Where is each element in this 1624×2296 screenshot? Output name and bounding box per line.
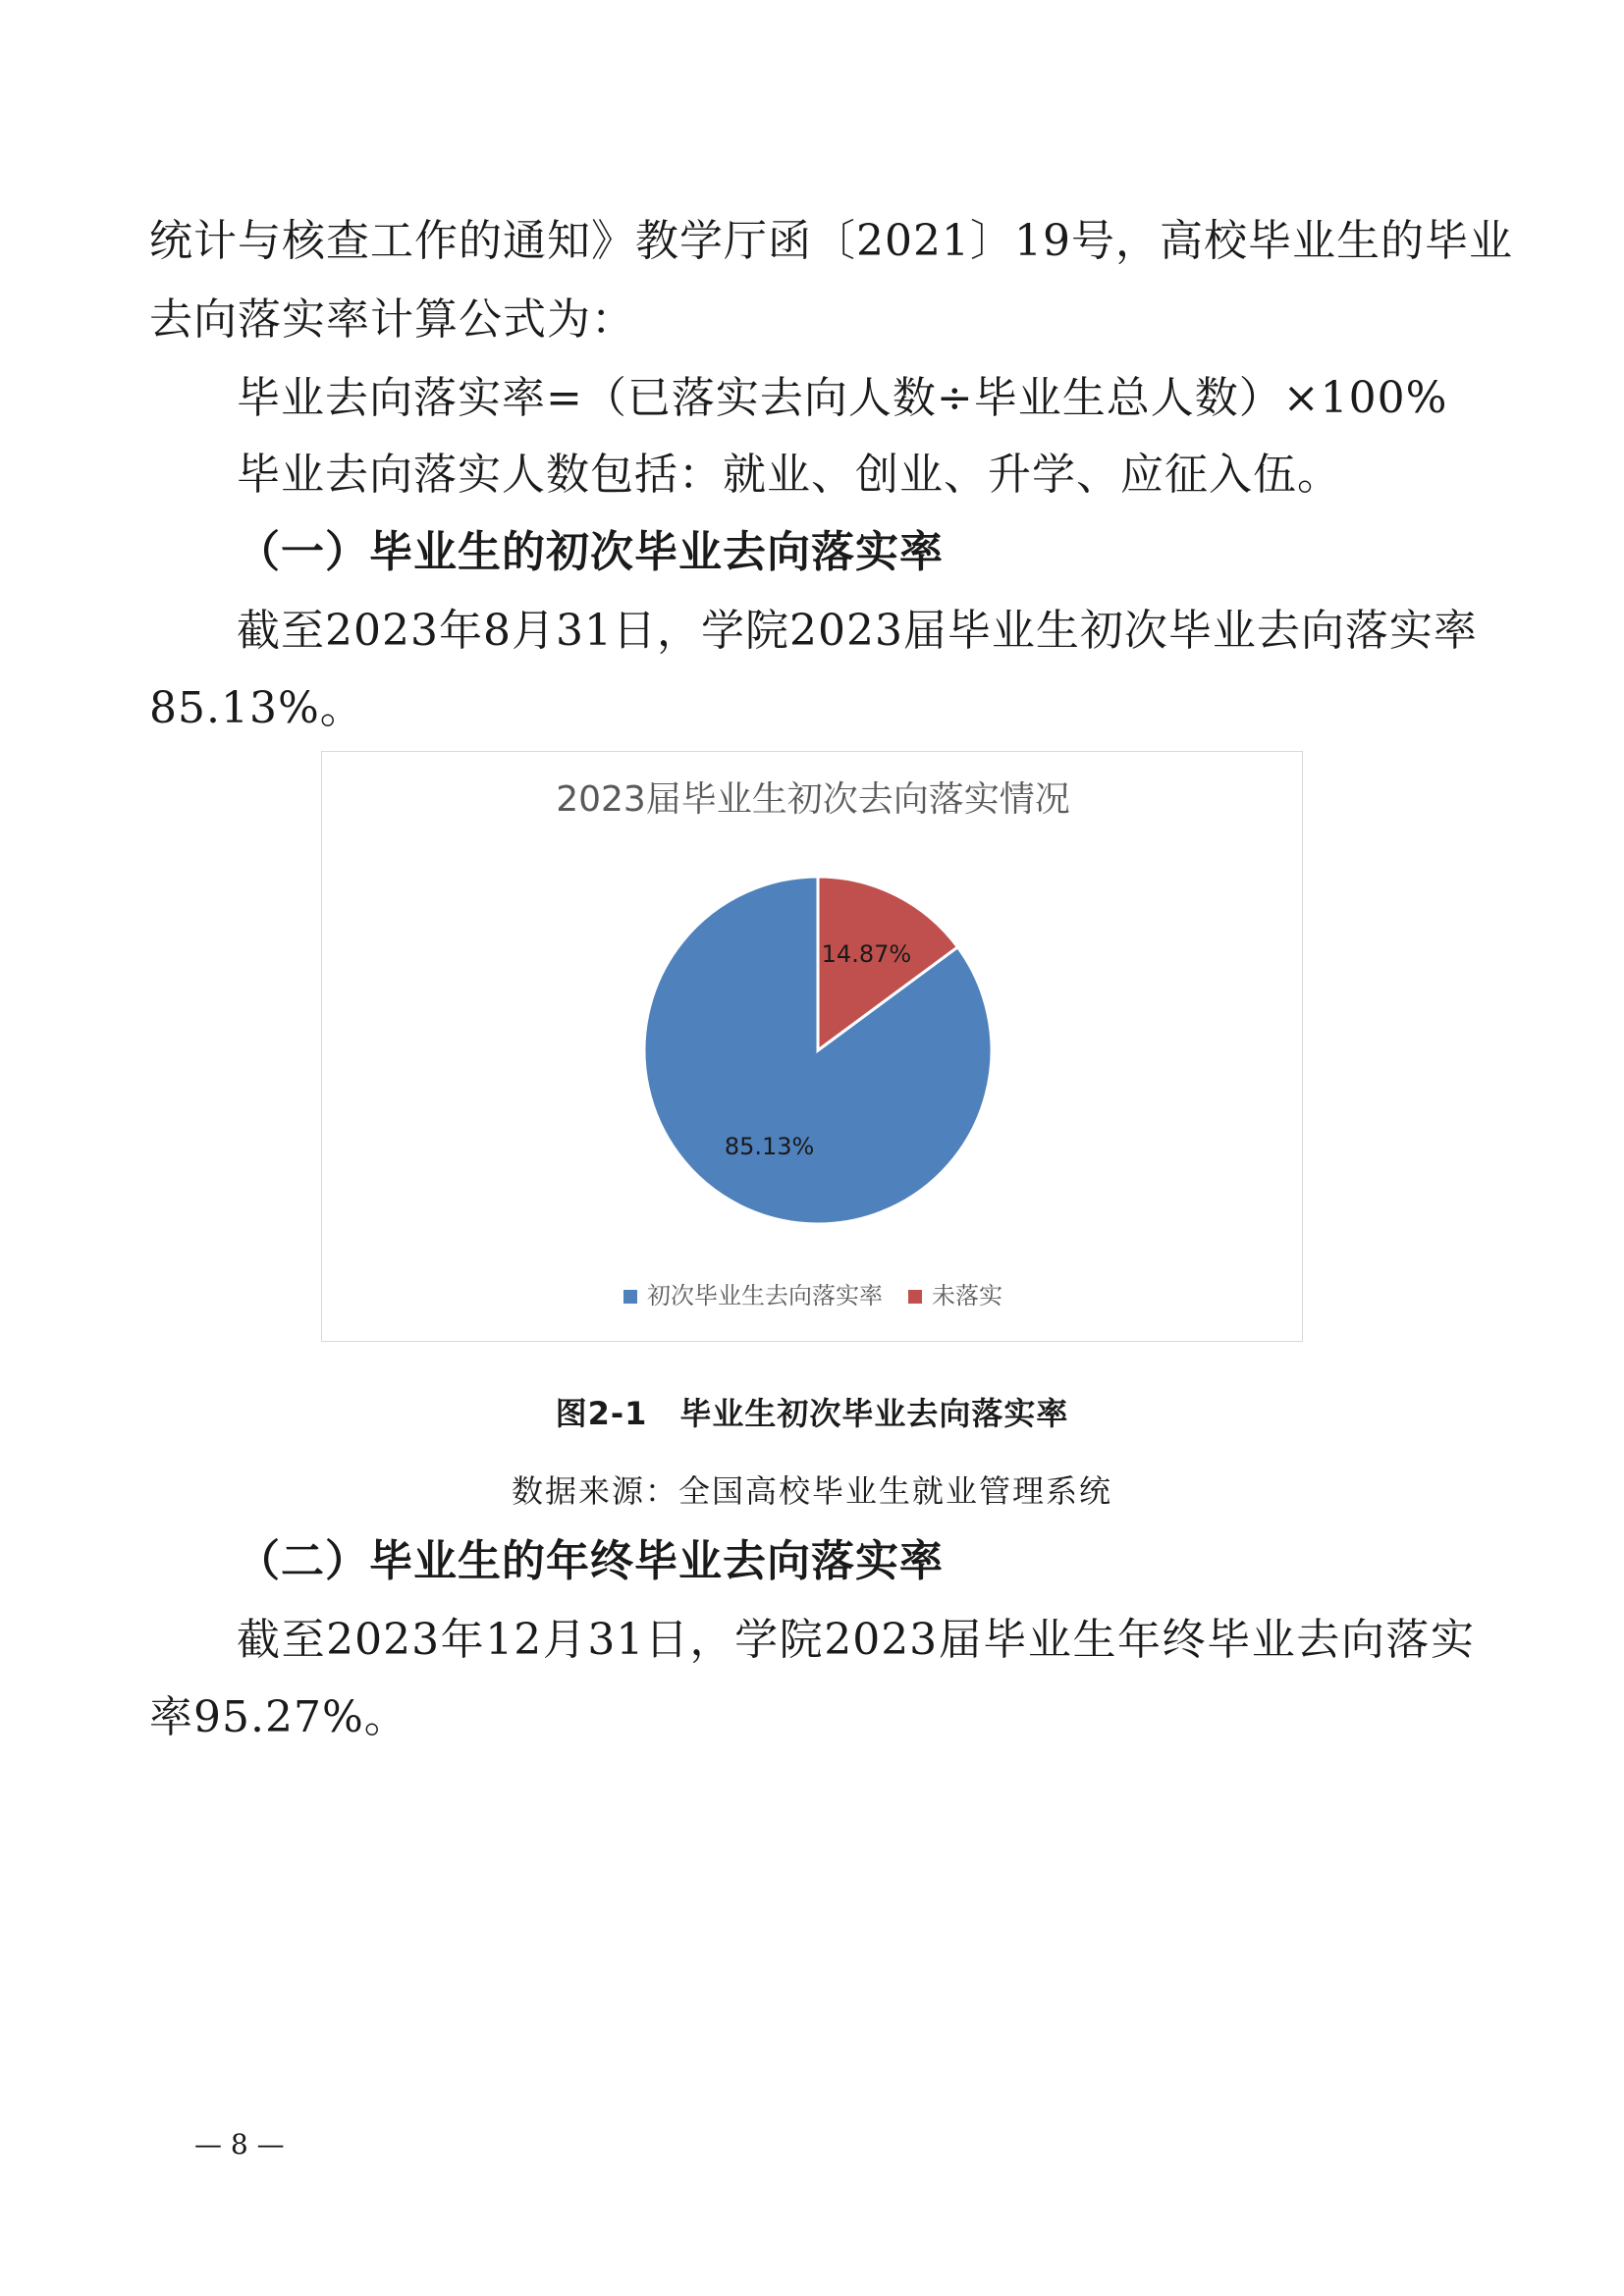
paragraph-line: 截至2023年12月31日，学院2023届毕业生年终毕业去向落实 (237, 1615, 1475, 1665)
figure-caption: 图2-1 毕业生初次毕业去向落实率 (555, 1395, 1069, 1432)
chart-legend (623, 1282, 1002, 1309)
paragraph-line: 去向落实率计算公式为： (149, 294, 635, 345)
paragraph-line: 统计与核查工作的通知》教学厅函〔2021〕19号，高校毕业生的毕业 (149, 216, 1513, 266)
pie-slices (644, 877, 992, 1224)
section-heading: （二）毕业生的年终毕业去向落实率 (237, 1536, 944, 1586)
figure-source: 数据来源：全国高校毕业生就业管理系统 (511, 1472, 1112, 1510)
paragraph-line: 截至2023年8月31日，学院2023届毕业生初次毕业去向落实率 (237, 606, 1478, 656)
section-heading: （一）毕业生的初次毕业去向落实率 (237, 527, 944, 577)
paragraph-line: 毕业去向落实人数包括：就业、创业、升学、应征入伍。 (237, 450, 1341, 500)
data-label: 85.13% (724, 1132, 815, 1160)
legend-label: 初次毕业生去向落实率 (647, 1282, 883, 1309)
page-number: — 8 — (194, 2128, 285, 2161)
legend-swatch (623, 1290, 637, 1304)
chart-title: 2023届毕业生初次去向落实情况 (556, 779, 1070, 820)
formula-line: 毕业去向落实率=（已落实去向人数÷毕业生总人数）×100% (237, 373, 1448, 423)
paragraph-line: 率95.27%。 (149, 1692, 408, 1742)
data-label: 14.87% (821, 940, 912, 969)
paragraph-line: 85.13%。 (149, 683, 364, 733)
pie-chart-svg (322, 752, 1304, 1343)
pie-chart (321, 751, 1303, 1342)
legend-label: 未落实 (932, 1282, 1002, 1309)
legend-swatch (908, 1290, 922, 1304)
